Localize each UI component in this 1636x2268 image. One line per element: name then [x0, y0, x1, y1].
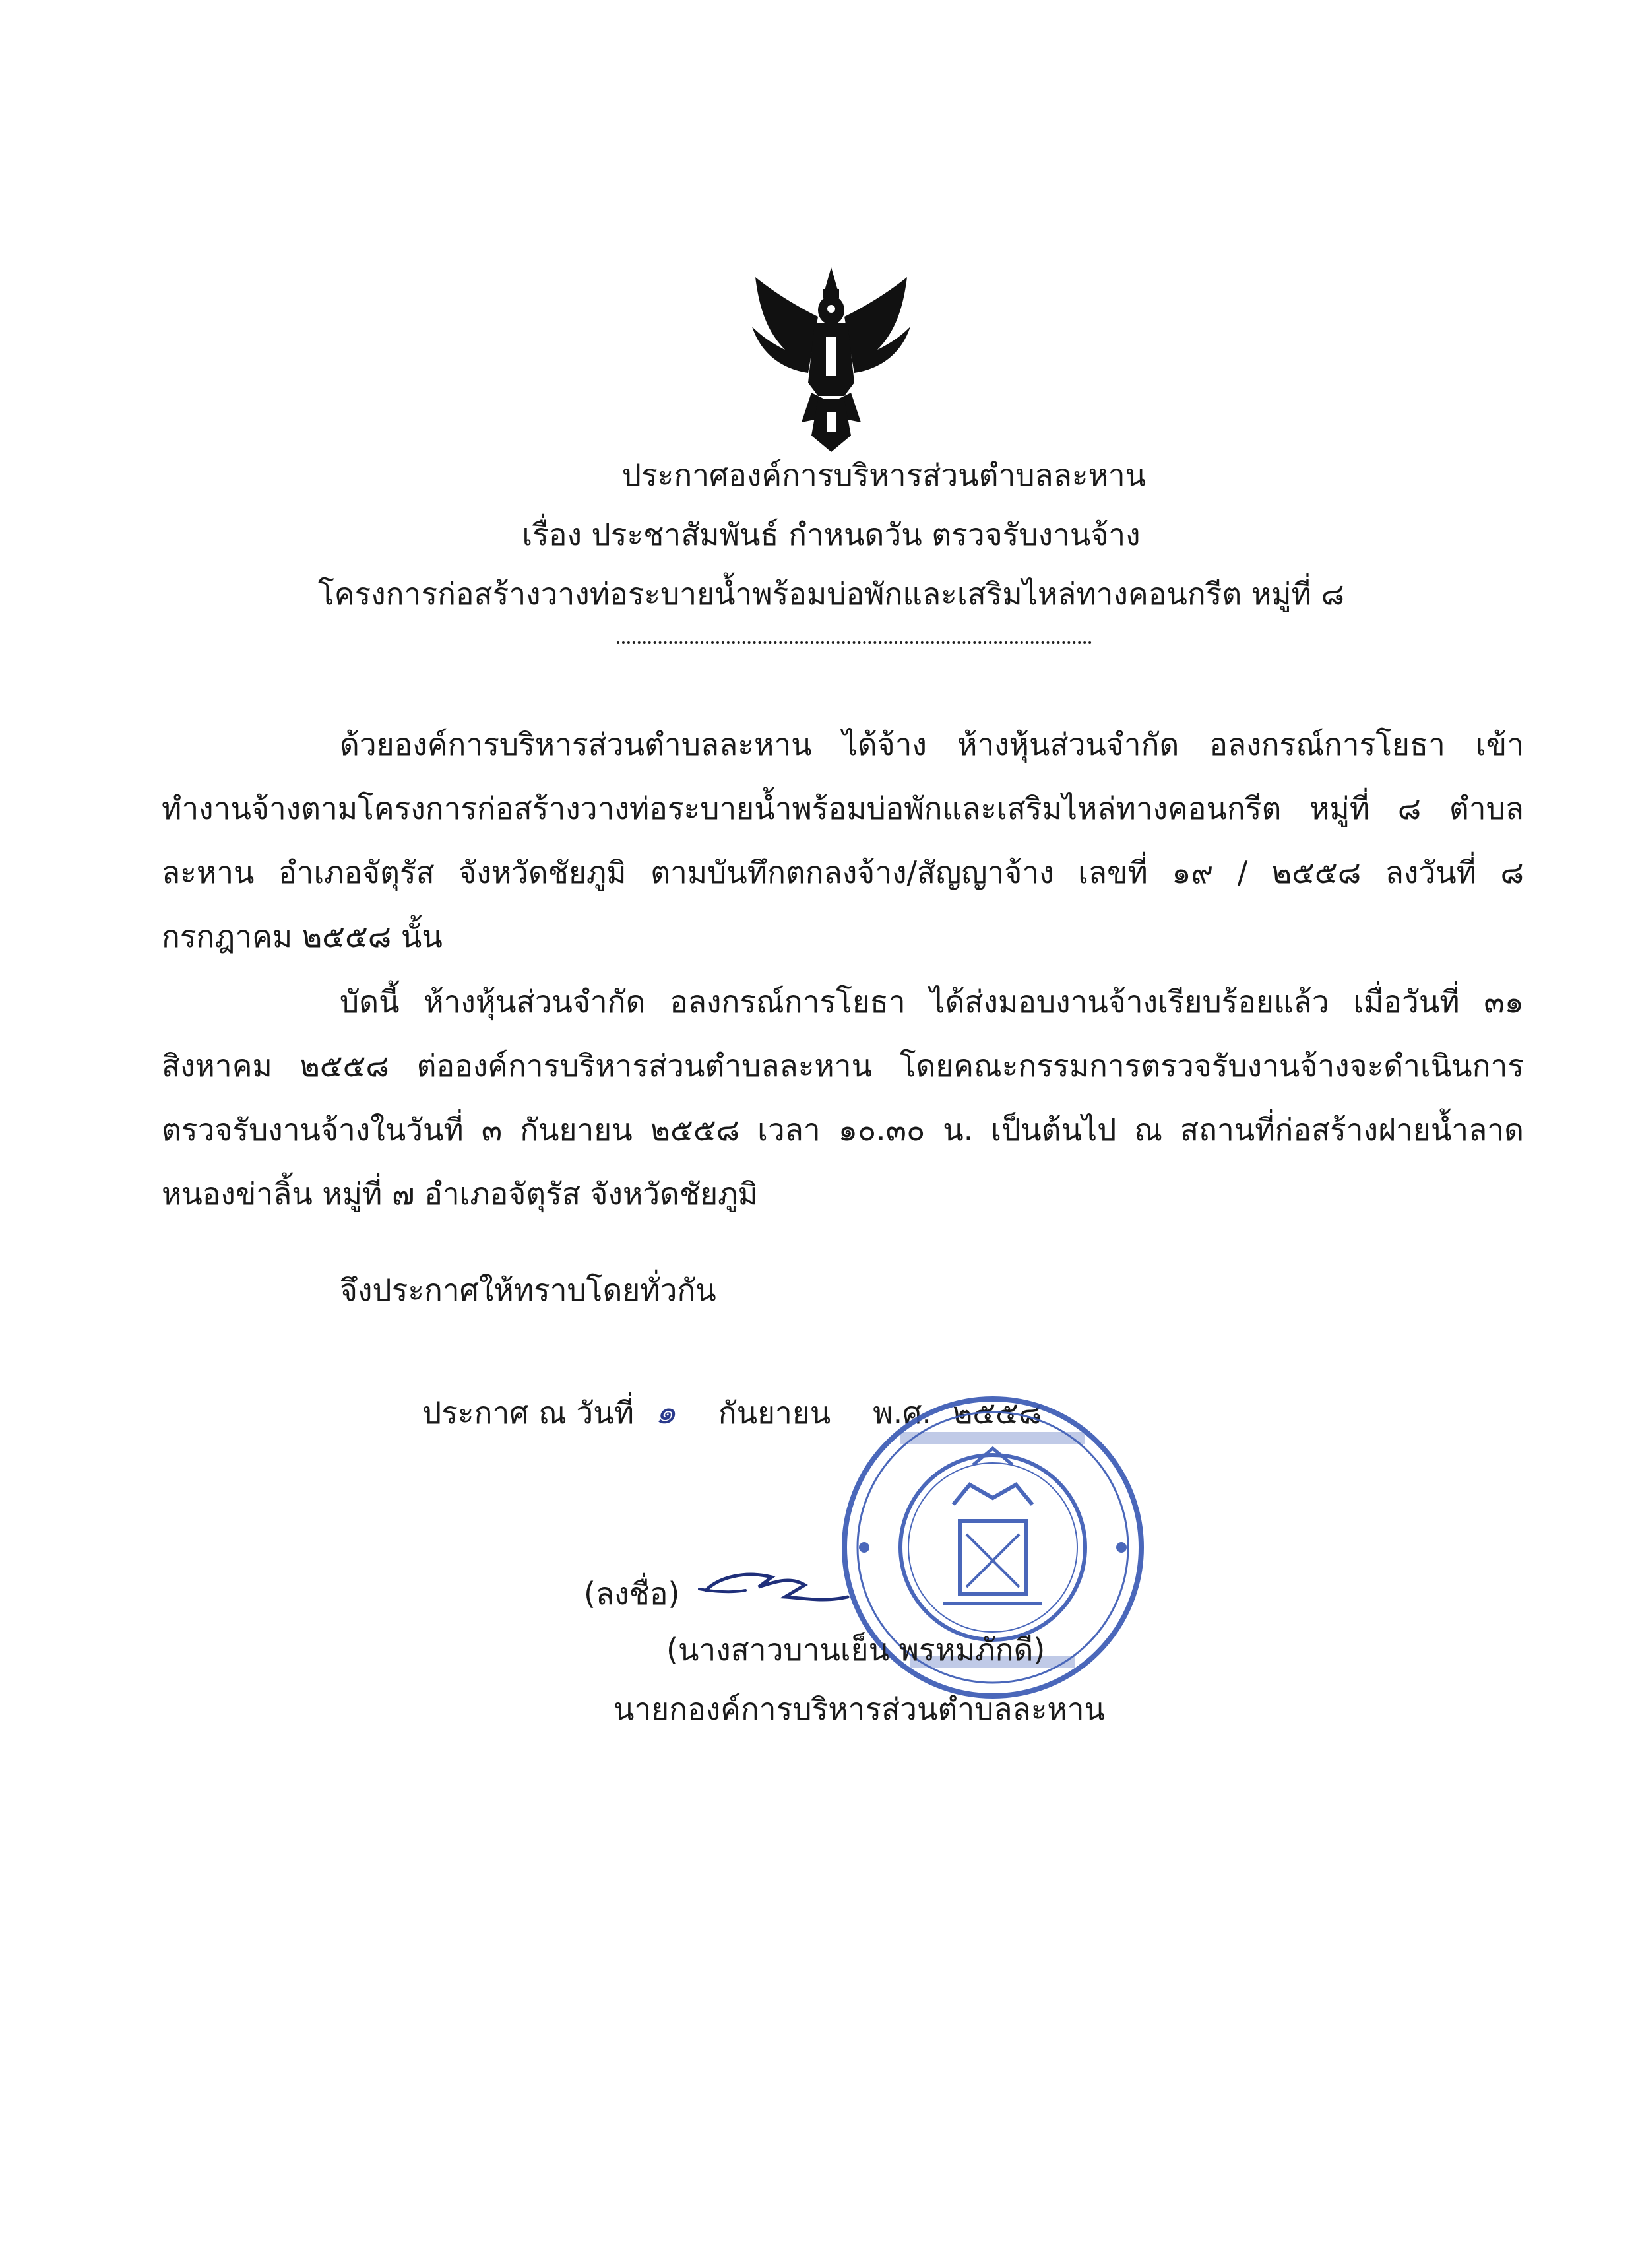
closing-statement: จึงประกาศให้ทราบโดยทั่วกัน: [340, 1272, 716, 1308]
date-month: กันยายน: [718, 1395, 831, 1431]
notice-subject: เรื่อง ประชาสัมพันธ์ กำหนดวัน ตรวจรับงานจ้าง: [522, 517, 1141, 552]
date-year: ๒๕๕๘: [953, 1395, 1042, 1431]
date-era: พ.ศ.: [873, 1395, 932, 1431]
notice-title: ประกาศองค์การบริหารส่วนตำบลละหาน: [621, 457, 1147, 493]
paragraph-2-text: บัดนี้ ห้างหุ้นส่วนจำกัด อลงกรณ์การโยธา ได้ส่งมอบงานจ้างเรียบร้อยแล้ว เมื่อวันที่ ๓๑ สิงหาคม ๒๕๕๘ ต่อองค์การบริหารส่วนตำบลละหาน โดยคณะกรรมการตรวจรับงานจ้างจะดำเนินการตรวจรับงานจ้างในวันที่ ๓ กันยายน ๒๕๕๘ เวลา ๑๐.๓๐ น. เป็นต้นไป ณ สถานที่ก่อสร้างฝายน้ำลาดหนองข่าลิ้น หมู่ที่ ๗ อำเภอจัตุรัส จังหวัดชัยภูมิ: [162, 984, 1524, 1212]
paragraph-1-text: ด้วยองค์การบริหารส่วนตำบลละหาน ได้จ้าง ห้างหุ้นส่วนจำกัด อลงกรณ์การโยธา เข้าทำงานจ้างตามโครงการก่อสร้างวางท่อระบายน้ำพร้อมบ่อพักและเสริมไหล่ทางคอนกรีต หมู่ที่ ๘ ตำบลละหาน อำเภอจัตุรัส จังหวัดชัยภูมิ ตามบันทึกตกลงจ้าง/สัญญาจ้าง เลขที่ ๑๙ / ๒๕๕๘ ลงวันที่ ๘ กรกฎาคม ๒๕๕๘ นั้น: [162, 727, 1524, 954]
handwritten-signature: [693, 1551, 858, 1623]
signer-position: นายกองค์การบริหารส่วนตำบลละหาน: [614, 1691, 1106, 1727]
body-paragraph-2: [162, 970, 1524, 1226]
date-day-handwritten: ๑: [655, 1393, 676, 1431]
body-paragraph-1: [162, 713, 1524, 969]
project-name: โครงการก่อสร้างวางท่อระบายน้ำพร้อมบ่อพักและเสริมไหล่ทางคอนกรีต หมู่ที่ ๘: [318, 576, 1344, 612]
date-prefix: ประกาศ ณ วันที่: [422, 1395, 635, 1431]
garuda-emblem-icon: [745, 264, 917, 455]
signature-label: (ลงชื่อ): [584, 1576, 680, 1611]
signer-name: (นางสาวบานเย็น พรหมภักดี): [666, 1632, 1046, 1668]
dotted-divider: [617, 641, 1092, 644]
